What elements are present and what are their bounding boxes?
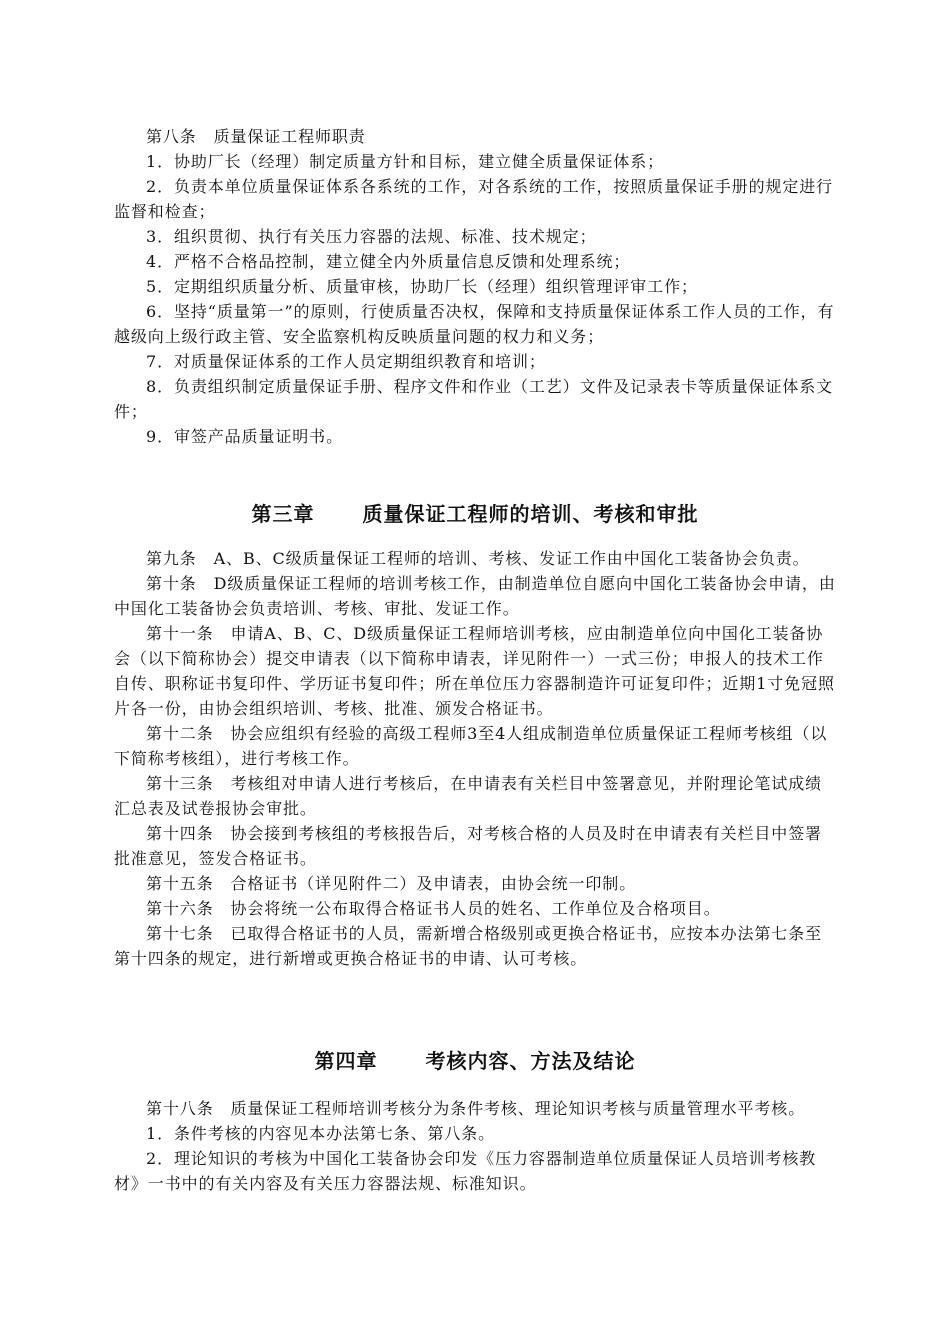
chapter-title: 质量保证工程师的培训、考核和审批 [362, 502, 699, 526]
chapter-3-heading [114, 498, 836, 527]
paragraph: 2．负责本单位质量保证体系各系统的工作，对各系统的工作，按照质量保证手册的规定进行监督和检查； [114, 177, 834, 221]
paragraph: 第十条 D级质量保证工程师的培训考核工作，由制造单位自愿向中国化工装备协会申请，由中国化工装备协会负责培训、考核、审批、发证工作。 [114, 574, 836, 618]
paragraph: 1．协助厂长（经理）制定质量方针和目标，建立健全质量保证体系； [146, 152, 665, 171]
paragraph: 6．坚持“质量第一”的原则，行使质量否决权，保障和支持质量保证体系工作人员的工作，有越级向上级行政主管、安全监察机构反映质量问题的权力和义务； [114, 302, 835, 346]
paragraph: 第十二条 协会应组织有经验的高级工程师3至4人组成制造单位质量保证工程师考核组（以下简称考核组），进行考核工作。 [114, 724, 828, 768]
paragraph: 5．定期组织质量分析、质量审核，协助厂长（经理）组织管理评审工作； [146, 277, 698, 296]
paragraph: 第十五条 合格证书（详见附件二）及申请表，由协会统一印制。 [146, 874, 637, 893]
paragraph: 9．审签产品质量证明书。 [146, 427, 343, 446]
chapter-3-body [114, 546, 836, 971]
paragraph: 4．严格不合格品控制，建立健全内外质量信息反馈和处理系统； [146, 252, 631, 271]
paragraph: 7．对质量保证体系的工作人员定期组织教育和培训； [146, 352, 546, 371]
paragraph: 第十一条 申请A、B、C、D级质量保证工程师培训考核，应由制造单位向中国化工装备协会（以下简称协会）提交申请表（以下简称申请表，详见附件一）一式三份；申报人的技术工作自传、职称证书复印件、学历证书复印件；所在单位压力容器制造许可证复印件；近期1寸免冠照片各一份，由协会组织培训、考核、批准、颁发合格证书。 [114, 624, 835, 718]
chapter-number: 第四章 [314, 1049, 378, 1073]
paragraph: 第十七条 已取得合格证书的人员，需新增合格级别或更换合格证书，应按本办法第七条至第十四条的规定，进行新增或更换合格证书的申请、认可考核。 [114, 924, 823, 968]
paragraph: 第十六条 协会将统一公布取得合格证书人员的姓名、工作单位及合格项目。 [146, 899, 721, 918]
chapter-title: 考核内容、方法及结论 [425, 1049, 636, 1073]
paragraph: 8．负责组织制定质量保证手册、程序文件和作业（工艺）文件及记录表卡等质量保证体系文件； [114, 377, 834, 421]
paragraph: 第十四条 协会接到考核组的考核报告后，对考核合格的人员及时在申请表有关栏目中签署批准意见，签发合格证书。 [114, 824, 823, 868]
paragraph: 3．组织贯彻、执行有关压力容器的法规、标准、技术规定； [146, 227, 597, 246]
section-article-8 [114, 124, 836, 449]
paragraph: 第九条 A、B、C级质量保证工程师的培训、考核、发证工作由中国化工装备协会负责。 [146, 549, 810, 568]
paragraph: 2．理论知识的考核为中国化工装备协会印发《压力容器制造单位质量保证人员培训考核教材》一书中的有关内容及有关压力容器法规、标准知识。 [114, 1149, 817, 1193]
paragraph: 第八条 质量保证工程师职责 [146, 127, 366, 146]
paragraph: 第十八条 质量保证工程师培训考核分为条件考核、理论知识考核与质量管理水平考核。 [146, 1099, 806, 1118]
chapter-4-heading [114, 1045, 836, 1074]
chapter-4-body [114, 1096, 836, 1196]
paragraph: 第十三条 考核组对申请人进行考核后，在申请表有关栏目中签署意见，并附理论笔试成绩汇总表及试卷报协会审批。 [114, 774, 823, 818]
chapter-number: 第三章 [251, 502, 315, 526]
paragraph: 1．条件考核的内容见本办法第七条、第八条。 [146, 1124, 496, 1143]
